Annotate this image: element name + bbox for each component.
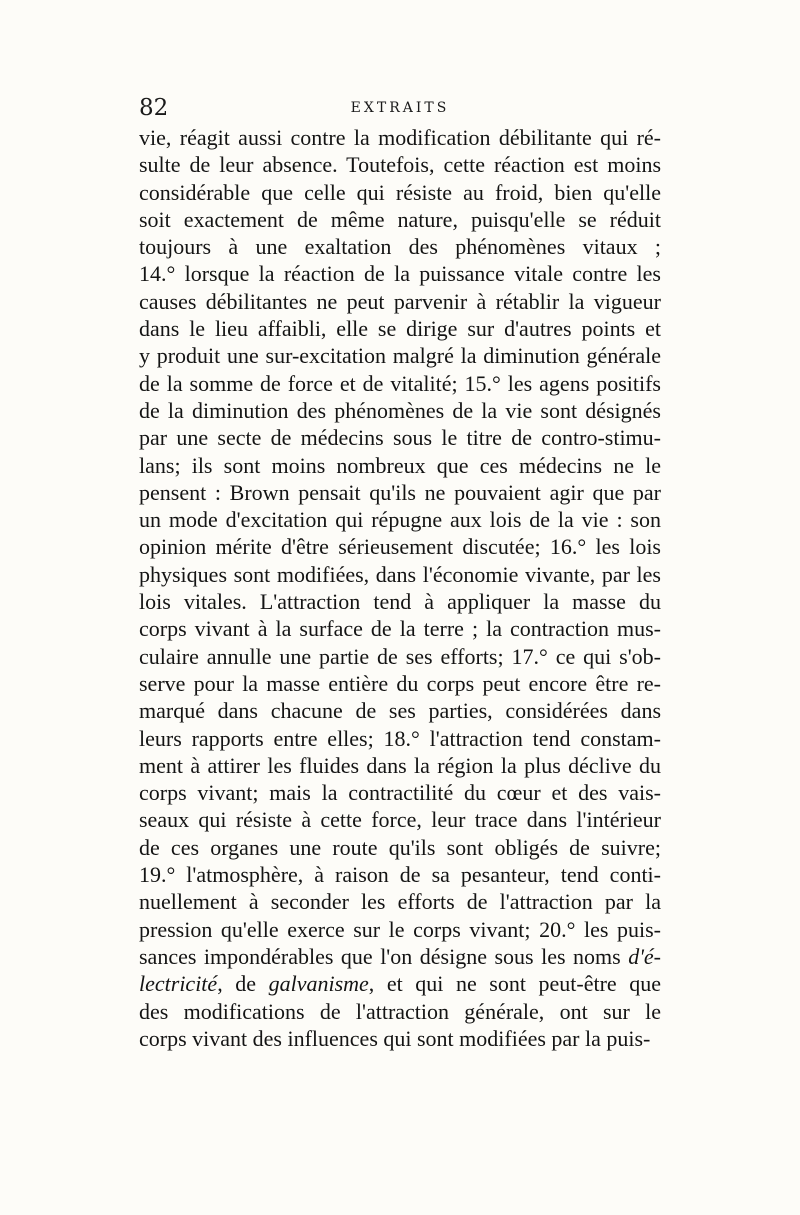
text-line bbox=[139, 588, 661, 615]
text-line bbox=[139, 397, 661, 424]
text-line bbox=[139, 179, 661, 206]
text-run: un mode d'excitation qui répugne aux lois de la vie : son bbox=[139, 507, 661, 533]
text-line bbox=[139, 943, 661, 970]
text-run: de ces organes une route qu'ils sont obligés de suivre; bbox=[139, 834, 661, 860]
text-run: culaire annulle une partie de ses efforts; 17.° ce qui s'ob- bbox=[139, 643, 661, 669]
text-line bbox=[139, 670, 661, 697]
text-line bbox=[139, 479, 661, 506]
text-run: corps vivant; mais la contractilité du cœur et des vais- bbox=[139, 780, 661, 806]
text-line bbox=[139, 888, 661, 915]
text-line bbox=[139, 206, 661, 233]
text-line bbox=[139, 452, 661, 479]
text-line bbox=[139, 998, 661, 1025]
text-run: , et qui ne sont peut-être que bbox=[368, 971, 661, 997]
text-line bbox=[139, 424, 661, 451]
text-line bbox=[139, 124, 661, 151]
text-line bbox=[139, 151, 661, 178]
text-line bbox=[139, 342, 661, 369]
text-run: considérable que celle qui résiste au froid, bien qu'elle bbox=[139, 179, 661, 205]
text-run: vie, réagit aussi contre la modification débilitante qui ré- bbox=[139, 125, 661, 150]
text-run: toujours à une exaltation des phénomènes vitaux ; bbox=[139, 234, 661, 260]
text-run: de la diminution des phénomènes de la vie sont désignés bbox=[139, 397, 661, 423]
text-line bbox=[139, 506, 661, 533]
text-line bbox=[139, 697, 661, 724]
text-run: sulte de leur absence. Toutefois, cette réaction est moins bbox=[139, 152, 661, 178]
text-run: corps vivant des influences qui sont modifiées par la puis- bbox=[139, 1025, 651, 1051]
text-line bbox=[139, 615, 661, 642]
page-number: 82 bbox=[139, 95, 169, 121]
text-line bbox=[139, 533, 661, 560]
text-line bbox=[139, 260, 661, 287]
text-run: soit exactement de même nature, puisqu'elle se réduit bbox=[139, 206, 661, 232]
text-run: pensent : Brown pensait qu'ils ne pouvaient agir que par bbox=[139, 479, 661, 505]
text-run: corps vivant à la surface de la terre ; la contraction mus- bbox=[139, 616, 661, 642]
text-line bbox=[139, 970, 661, 997]
text-run: pression qu'elle exerce sur le corps vivant; 20.° les puis- bbox=[139, 916, 661, 942]
text-line bbox=[139, 315, 661, 342]
text-run: , de bbox=[217, 971, 269, 997]
text-run: 19.° l'atmosphère, à raison de sa pesanteur, tend conti- bbox=[139, 862, 661, 888]
italic-term: d'é- bbox=[628, 943, 661, 969]
text-line bbox=[139, 561, 661, 588]
text-run: des modifications de l'attraction générale, ont sur le bbox=[139, 998, 661, 1024]
body-text bbox=[139, 124, 661, 1052]
text-run: y produit une sur-excitation malgré la diminution générale bbox=[139, 343, 661, 369]
text-run: ment à attirer les fluides dans la région la plus déclive du bbox=[139, 752, 661, 778]
running-head bbox=[139, 94, 661, 122]
text-line bbox=[139, 861, 661, 888]
text-line bbox=[139, 725, 661, 752]
text-run: leurs rapports entre elles; 18.° l'attraction tend constam- bbox=[139, 725, 661, 751]
text-line bbox=[139, 370, 661, 397]
text-line bbox=[139, 806, 661, 833]
text-run: nuellement à seconder les efforts de l'attraction par la bbox=[139, 889, 661, 915]
text-line bbox=[139, 1025, 661, 1052]
text-run: serve pour la masse entière du corps peut encore être re- bbox=[139, 670, 661, 696]
italic-term: galvanisme bbox=[268, 971, 369, 997]
text-run: dans le lieu affaibli, elle se dirige sur d'autres points et bbox=[139, 316, 661, 342]
text-run: physiques sont modifiées, dans l'économie vivante, par les bbox=[139, 561, 661, 587]
text-line bbox=[139, 288, 661, 315]
text-line bbox=[139, 834, 661, 861]
text-line bbox=[139, 916, 661, 943]
italic-term: lectricité bbox=[139, 971, 218, 997]
running-title: EXTRAITS bbox=[350, 100, 450, 116]
text-line bbox=[139, 752, 661, 779]
text-run: lans; ils sont moins nombreux que ces médecins ne le bbox=[139, 452, 661, 478]
text-line bbox=[139, 643, 661, 670]
text-run: seaux qui résiste à cette force, leur trace dans l'intérieur bbox=[139, 807, 661, 833]
text-run: par une secte de médecins sous le titre de contro-stimu- bbox=[139, 425, 661, 451]
text-run: opinion mérite d'être sérieusement discutée; 16.° les lois bbox=[139, 534, 661, 560]
text-run: de la somme de force et de vitalité; 15.° les agens positifs bbox=[139, 370, 661, 396]
text-run: causes débilitantes ne peut parvenir à rétablir la vigueur bbox=[139, 288, 661, 314]
text-run: sances impondérables que l'on désigne sous les noms bbox=[139, 943, 629, 969]
text-line bbox=[139, 233, 661, 260]
text-line bbox=[139, 779, 661, 806]
text-run: marqué dans chacune de ses parties, considérées dans bbox=[139, 698, 661, 724]
text-run: lois vitales. L'attraction tend à appliquer la masse du bbox=[139, 589, 661, 615]
text-run: 14.° lorsque la réaction de la puissance vitale contre les bbox=[139, 261, 661, 287]
